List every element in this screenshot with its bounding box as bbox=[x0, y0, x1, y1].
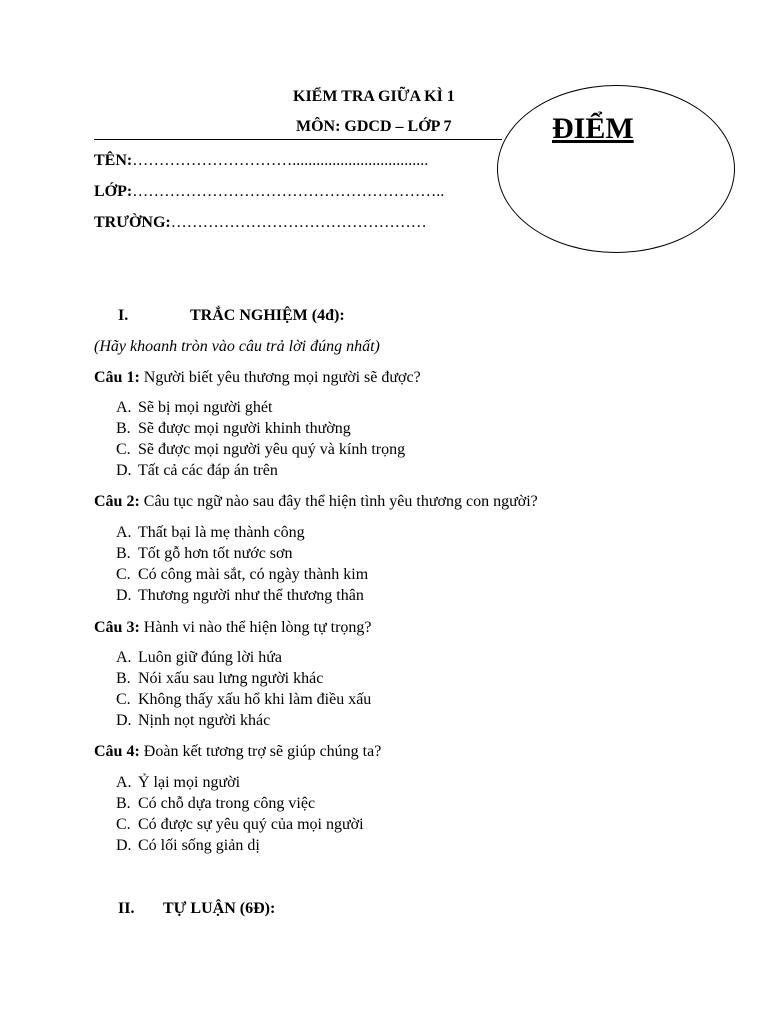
section1-instruction: (Hãy khoanh tròn vào câu trả lời đúng nhất) bbox=[94, 338, 380, 355]
section2-title: TỰ LUẬN (6Đ): bbox=[163, 900, 276, 917]
q4-option-d: D. Có lối sống giản dị bbox=[116, 837, 260, 854]
section1-title: TRẮC NGHIỆM (4đ): bbox=[190, 307, 345, 324]
school-row bbox=[94, 214, 427, 232]
q3-option-c: C. Không thấy xấu hổ khi làm điều xấu bbox=[116, 691, 372, 708]
question-3 bbox=[94, 619, 372, 637]
q1-option-c: C. Sẽ được mọi người yêu quý và kính trọng bbox=[116, 441, 406, 458]
q2-option-d: D. Thương người như thể thương thân bbox=[116, 587, 364, 604]
q3-option-b: B. Nói xấu sau lưng người khác bbox=[116, 670, 324, 687]
section2-number: II. bbox=[118, 900, 135, 917]
question-4-label: Câu 4: bbox=[94, 743, 140, 760]
exam-title: KIỂM TRA GIỮA KÌ 1 bbox=[293, 88, 455, 105]
school-label: TRƯỜNG: bbox=[94, 214, 171, 231]
name-dots: ………………………….................................. bbox=[132, 152, 429, 169]
name-label: TÊN: bbox=[94, 152, 133, 169]
q3-option-d: D. Nịnh nọt người khác bbox=[116, 712, 271, 729]
question-1-label: Câu 1: bbox=[94, 369, 140, 386]
question-3-text: Hành vi nào thể hiện lòng tự trọng? bbox=[139, 619, 372, 636]
class-label: LỚP: bbox=[94, 183, 133, 200]
question-4 bbox=[94, 743, 381, 761]
header-divider bbox=[94, 139, 502, 140]
q4-option-a: A. Ỷ lại mọi người bbox=[116, 774, 241, 791]
class-dots: ………………………………………………….. bbox=[132, 183, 445, 200]
q2-option-b: B. Tốt gỗ hơn tốt nước sơn bbox=[116, 545, 293, 562]
q2-option-c: C. Có công mài sắt, có ngày thành kim bbox=[116, 566, 369, 583]
question-2-text: Câu tục ngữ nào sau đây thể hiện tình yêu thương con người? bbox=[139, 493, 538, 510]
q1-option-d: D. Tất cả các đáp án trên bbox=[116, 462, 278, 479]
section1-number: I. bbox=[118, 307, 129, 324]
q1-option-a: A. Sẽ bị mọi người ghét bbox=[116, 399, 273, 416]
class-row bbox=[94, 183, 444, 201]
school-dots: ………………………………………… bbox=[170, 214, 427, 231]
question-4-text: Đoàn kết tương trợ sẽ giúp chúng ta? bbox=[139, 743, 382, 760]
q4-option-b: B. Có chỗ dựa trong công việc bbox=[116, 795, 316, 812]
question-3-label: Câu 3: bbox=[94, 619, 140, 636]
q4-option-c: C. Có được sự yêu quý của mọi người bbox=[116, 816, 364, 833]
name-row bbox=[94, 152, 428, 170]
question-2-label: Câu 2: bbox=[94, 493, 140, 510]
question-2 bbox=[94, 493, 538, 511]
q2-option-a: A. Thất bại là mẹ thành công bbox=[116, 524, 305, 541]
score-label: ĐIỂM bbox=[552, 112, 634, 145]
q3-option-a: A. Luôn giữ đúng lời hứa bbox=[116, 649, 283, 666]
score-circle bbox=[497, 85, 735, 253]
exam-subject: MÔN: GDCD – LỚP 7 bbox=[296, 118, 452, 135]
question-1-text: Người biết yêu thương mọi người sẽ được? bbox=[139, 369, 421, 386]
q1-option-b: B. Sẽ được mọi người khinh thường bbox=[116, 420, 351, 437]
question-1 bbox=[94, 369, 421, 387]
